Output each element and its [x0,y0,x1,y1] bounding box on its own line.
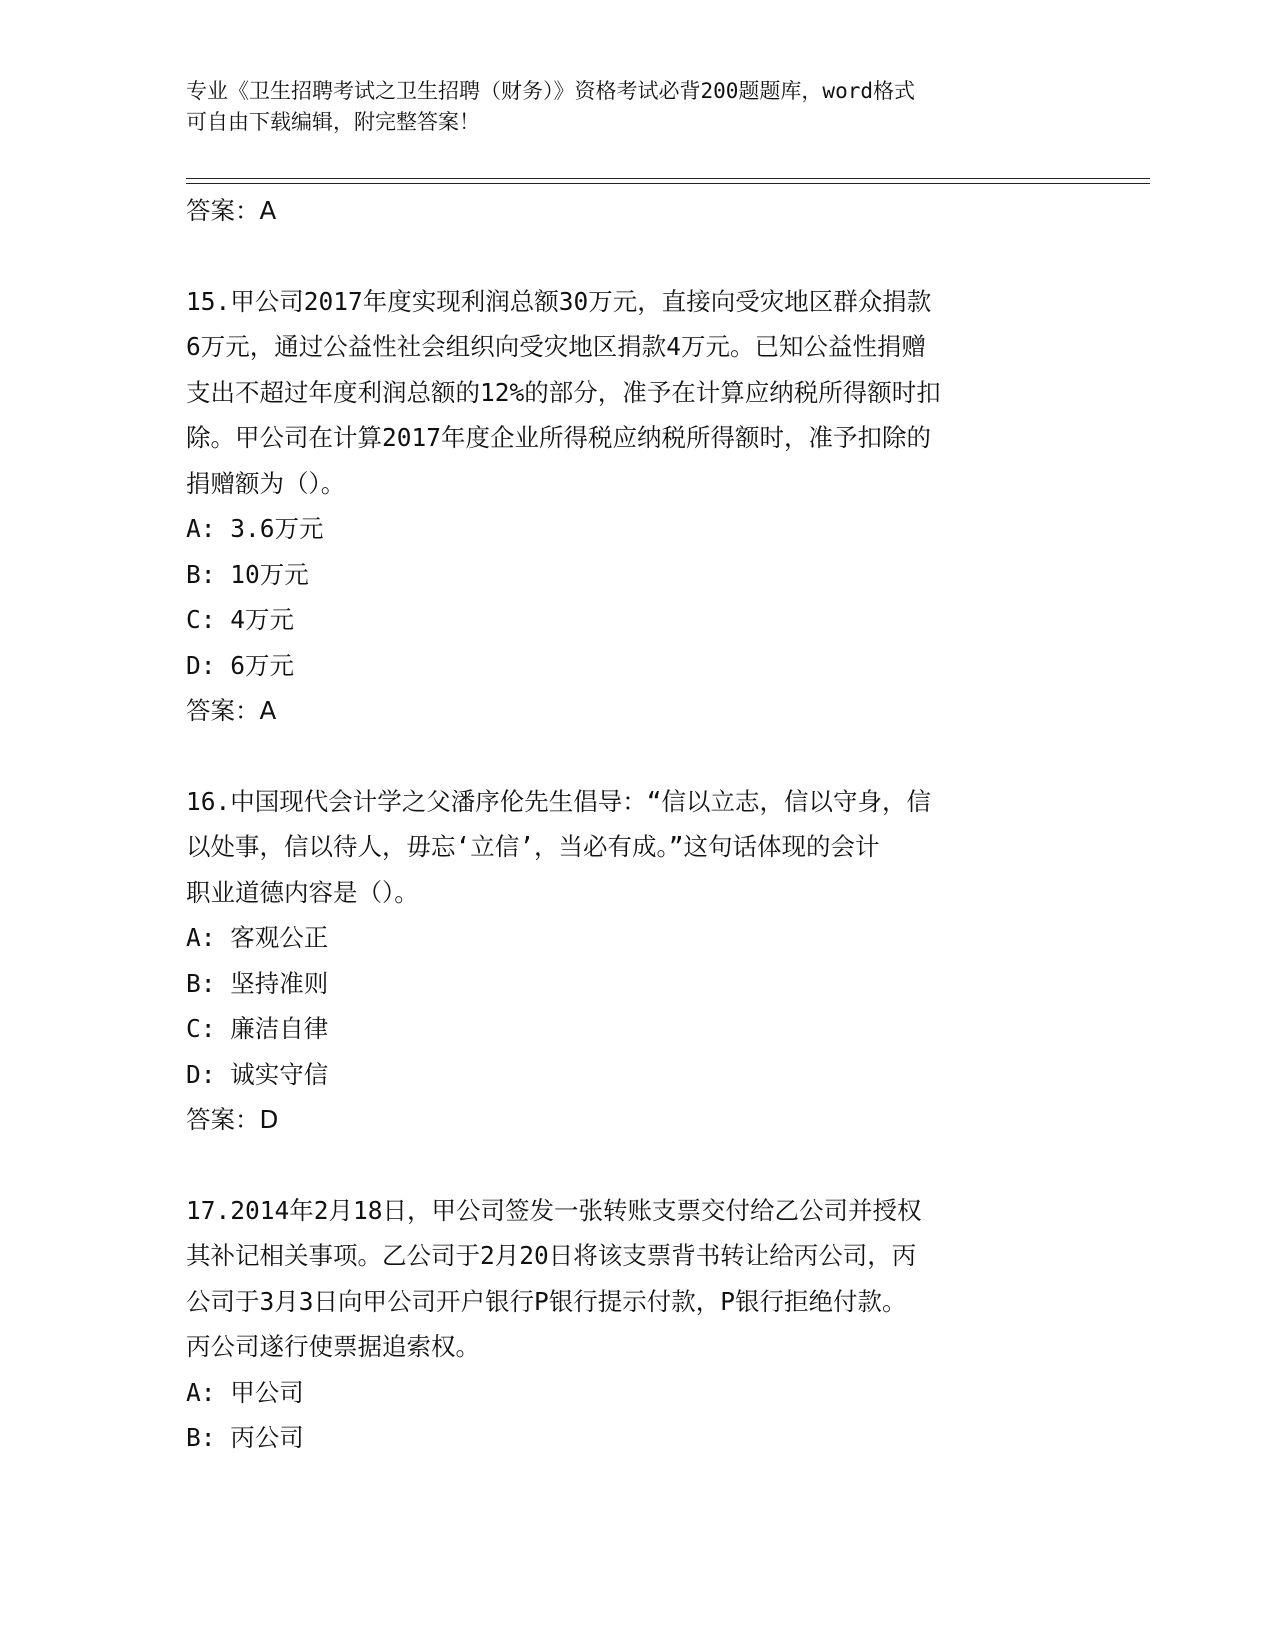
question-16-line-3: 职业道德内容是（）。 [186,877,419,907]
spacer [186,1143,1086,1188]
previous-answer: 答案：A [186,196,277,225]
header-rule-bottom [186,183,1150,184]
question-15-line-3: 支出不超过年度利润总额的12%的部分，准予在计算应纳税所得额时扣 [186,377,941,407]
question-16-option-c: C: 廉洁自律 [186,1014,329,1043]
question-16-option-d: D: 诚实守信 [186,1059,329,1089]
question-16-answer: 答案：D [186,1105,279,1134]
question-16-option-b: B: 坚持准则 [186,968,329,998]
question-17-line-4: 丙公司遂行使票据追索权。 [186,1332,480,1361]
question-17-line-3: 公司于3月3日向甲公司开户银行P银行提示付款，P银行拒绝付款。 [186,1286,907,1316]
document-body [186,188,1086,1461]
spacer [186,234,1086,279]
question-17-option-b: B: 丙公司 [186,1423,304,1452]
question-15-answer: 答案：A [186,696,277,725]
question-15-option-c: C: 4万元 [186,605,295,634]
question-15-line-2: 6万元，通过公益性社会组织向受灾地区捐款4万元。已知公益性捐赠 [186,332,926,361]
question-17 [186,1188,1086,1461]
question-16-line-2: 以处事，信以待人，毋忘‘立信’，当必有成。”这句话体现的会计 [186,832,880,861]
header-line-2: 可自由下载编辑，附完整答案！ [186,110,480,134]
question-15-option-a: A: 3.6万元 [186,514,324,543]
question-17-line-2: 其补记相关事项。乙公司于2月20日将该支票背书转让给丙公司，丙 [186,1241,917,1270]
question-16-option-a: A: 客观公正 [186,923,329,952]
question-17-option-a: A: 甲公司 [186,1377,304,1407]
question-15-line-4: 除。甲公司在计算2017年度企业所得税应纳税所得额时，准予扣除的 [186,423,931,452]
question-15 [186,279,1086,734]
question-16-line-1: 16.中国现代会计学之父潘序伦先生倡导：“信以立志，信以守身，信 [186,786,931,816]
header-rule-top [186,178,1150,179]
question-15-line-1: 15.甲公司2017年度实现利润总额30万元，直接向受灾地区群众捐款 [186,286,932,316]
document-header [186,76,1086,138]
question-15-option-b: B: 10万元 [186,559,309,589]
question-15-option-d: D: 6万元 [186,650,295,680]
question-16 [186,779,1086,1143]
spacer [186,734,1086,779]
question-15-line-5: 捐赠额为（）。 [186,468,346,498]
question-17-line-1: 17.2014年2月18日，甲公司签发一张转账支票交付给乙公司并授权 [186,1195,922,1225]
header-line-1: 专业《卫生招聘考试之卫生招聘（财务）》资格考试必背200题题库，word格式 [186,79,915,103]
